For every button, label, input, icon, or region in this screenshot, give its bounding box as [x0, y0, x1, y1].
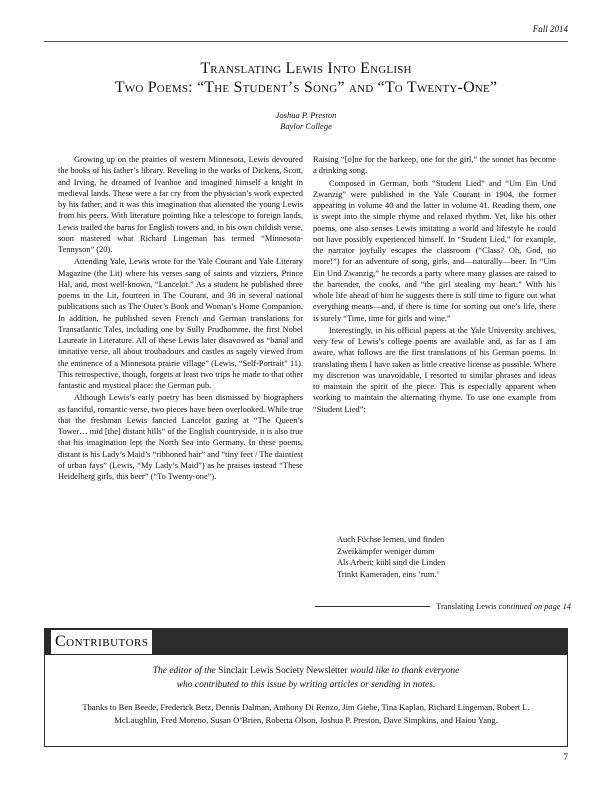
- message-part: who contributed to this issue by writing articles or sending in notes.: [176, 680, 436, 690]
- message-part: would like to thank everyone: [350, 666, 460, 676]
- newsletter-name: Sinclair Lewis Society Newsletter: [218, 666, 348, 676]
- paragraph: Although Lewis’s early poetry has been dismissed by biographers as fanciful, romantic verse, two pieces have been overlooked. While true that the freshman Lewis fancied Lancelot gazing at “The Queen’s Tower… mid [the] distant hills” of the English countryside, it is also true that his imagination lept the North Sea into Germany. In these poems, distant is his Lady’s Maid’s “ribboned hair” and “tiny feet / The daintiest of urban fays” (Lewis, “My Lady’s Maid”) as he praises instead “These Heidelberg girls, this beer” (“To Twenty-one”).: [58, 393, 303, 481]
- paragraph: Growing up on the prairies of western Minnesota, Lewis devoured the books of his father’s library. Reveling in the works of Dickens, Scott, and Irving, he dreamed of Ivanhoe and imagined himself a knight in medieval lands. These were a far cry from the physician’s work expected by his father, and it was this imagination that alienated the young Lewis from his peers. With literature pointing like a telescope to foreign lands, Lewis trailed the barns for English towers and, in his own childish verse, soon mastered what Richard Lingeman has termed “Minnesota-Tennyson” (20).: [58, 155, 303, 254]
- poem-line: Zweikämpfer weniger dumm: [337, 546, 435, 556]
- article-title-line1: Translating Lewis Into English: [200, 60, 412, 77]
- paragraph: Raising “[o]ne for the barkeep, one for the girl,” the sonnet has become a drinking song.: [313, 155, 556, 176]
- issue-label: Fall 2014: [532, 24, 568, 34]
- author-affiliation: Baylor College: [280, 121, 332, 131]
- poem-line: Als Arbeit; kühl sind die Linden: [337, 558, 446, 568]
- continued-rule: [315, 606, 430, 607]
- article-title-line2: Two Poems: “The Student’s Song” and “To Twenty-One”: [114, 79, 498, 96]
- poem-line: Auch Füchse lernen, und finden: [337, 535, 445, 544]
- contributors-message-line2: [60, 678, 552, 692]
- header-rule: [44, 41, 568, 42]
- paragraph: Attending Yale, Lewis wrote for the Yale Courant and Yale Literary Magazine (the Lit) where his verses sang of saints and vizziers, Prince Hal, and, most well-known, “Lancelot.” As a student he published three poems in the Lit, fourteen in The Courant, and 36 in several national publications such as The Outer’s Book and Woman’s Home Companion. In addition, he published seven French and German translations for Transatlantic Tales, including one by Sully Prudhomme, the first Nobel Laureate in Literature. All of these Lewis later disavowed as “banal and imitative verse, all about troubadours and castles as sagely viewed from the eminence of a Minnesota prairie village” (Lewis, “Self-Portrait” 11). This retrospective, though, forgets at least two trips he made to that other fantastic and mystical place: the German pub.: [58, 257, 303, 390]
- poem-excerpt: [337, 534, 445, 580]
- message-part: The editor of the: [152, 666, 216, 676]
- contributors-message-line1: [60, 664, 552, 678]
- continued-suffix: continued on page 14: [498, 602, 571, 611]
- contributors-heading: [50, 629, 153, 655]
- contributors-names: Thanks to Ben Beede, Frederick Betz, Dennis Dalman, Anthony Di Renzo, Jim Giebe, Tina Kaplan, Richard Lingeman, Robert L. McLaughlin, Fred Moreno, Susan O’Brien, Roberta Olson, Joshua P. Preston, Dave Simpkins, and Haiou Yang.: [82, 702, 530, 725]
- poem-line: Trinkt Kameraden, eins ’rum.’: [337, 569, 440, 579]
- continued-prefix: Translating Lewis: [436, 602, 497, 611]
- article-left-column: [58, 154, 303, 482]
- paragraph: Interestingly, in his official papers at the Yale University archives, very few of Lewis’s college poems are available and, as far as I am aware, what follows are the first translations of his German poems. In translating them I have taken as little creative license as possible. Where my discretion was unavoidable, I resorted to similar phrases and ideas to maintain the spirit of the piece. This is especially apparent when working to maintain the alternating rhyme. To use one example from “Student Lied”:: [313, 325, 556, 414]
- contributors-heading-text: Contributors: [55, 633, 149, 650]
- continued-note: [315, 602, 571, 611]
- article-right-column: [313, 154, 556, 415]
- author-name: Joshua P. Preston: [275, 110, 337, 120]
- page-number: 7: [563, 752, 568, 762]
- paragraph: Composed in German, both “Student Lied” and “Um Ein Und Zwanzig” were published in the Yale Courant in 1904, the former appearing in volume 40 and the latter in volume 41. Reading them, one is swept into the simple rhyme and relaxed rhythm. Yet, like his other poems, one also senses Lewis imitating a world and lifestyle he could not have possibly experienced himself. In “Student Lied,” for example, the narrator joyfully escapes the classroom (“Class? Oh, God, no more!”) for an adventure of song, girls, and—naturally—beer. In “Um Ein Und Zwanzig,” he records a party where many glasses are raised to the bartender, the cooks, and “the girl stealing my heart.” With his whole life ahead of him he suggests there is still time to figure out what everything means—and, if there is time for sorting out one’s life, there is surely “Time, time for girls and wine.”: [313, 178, 556, 323]
